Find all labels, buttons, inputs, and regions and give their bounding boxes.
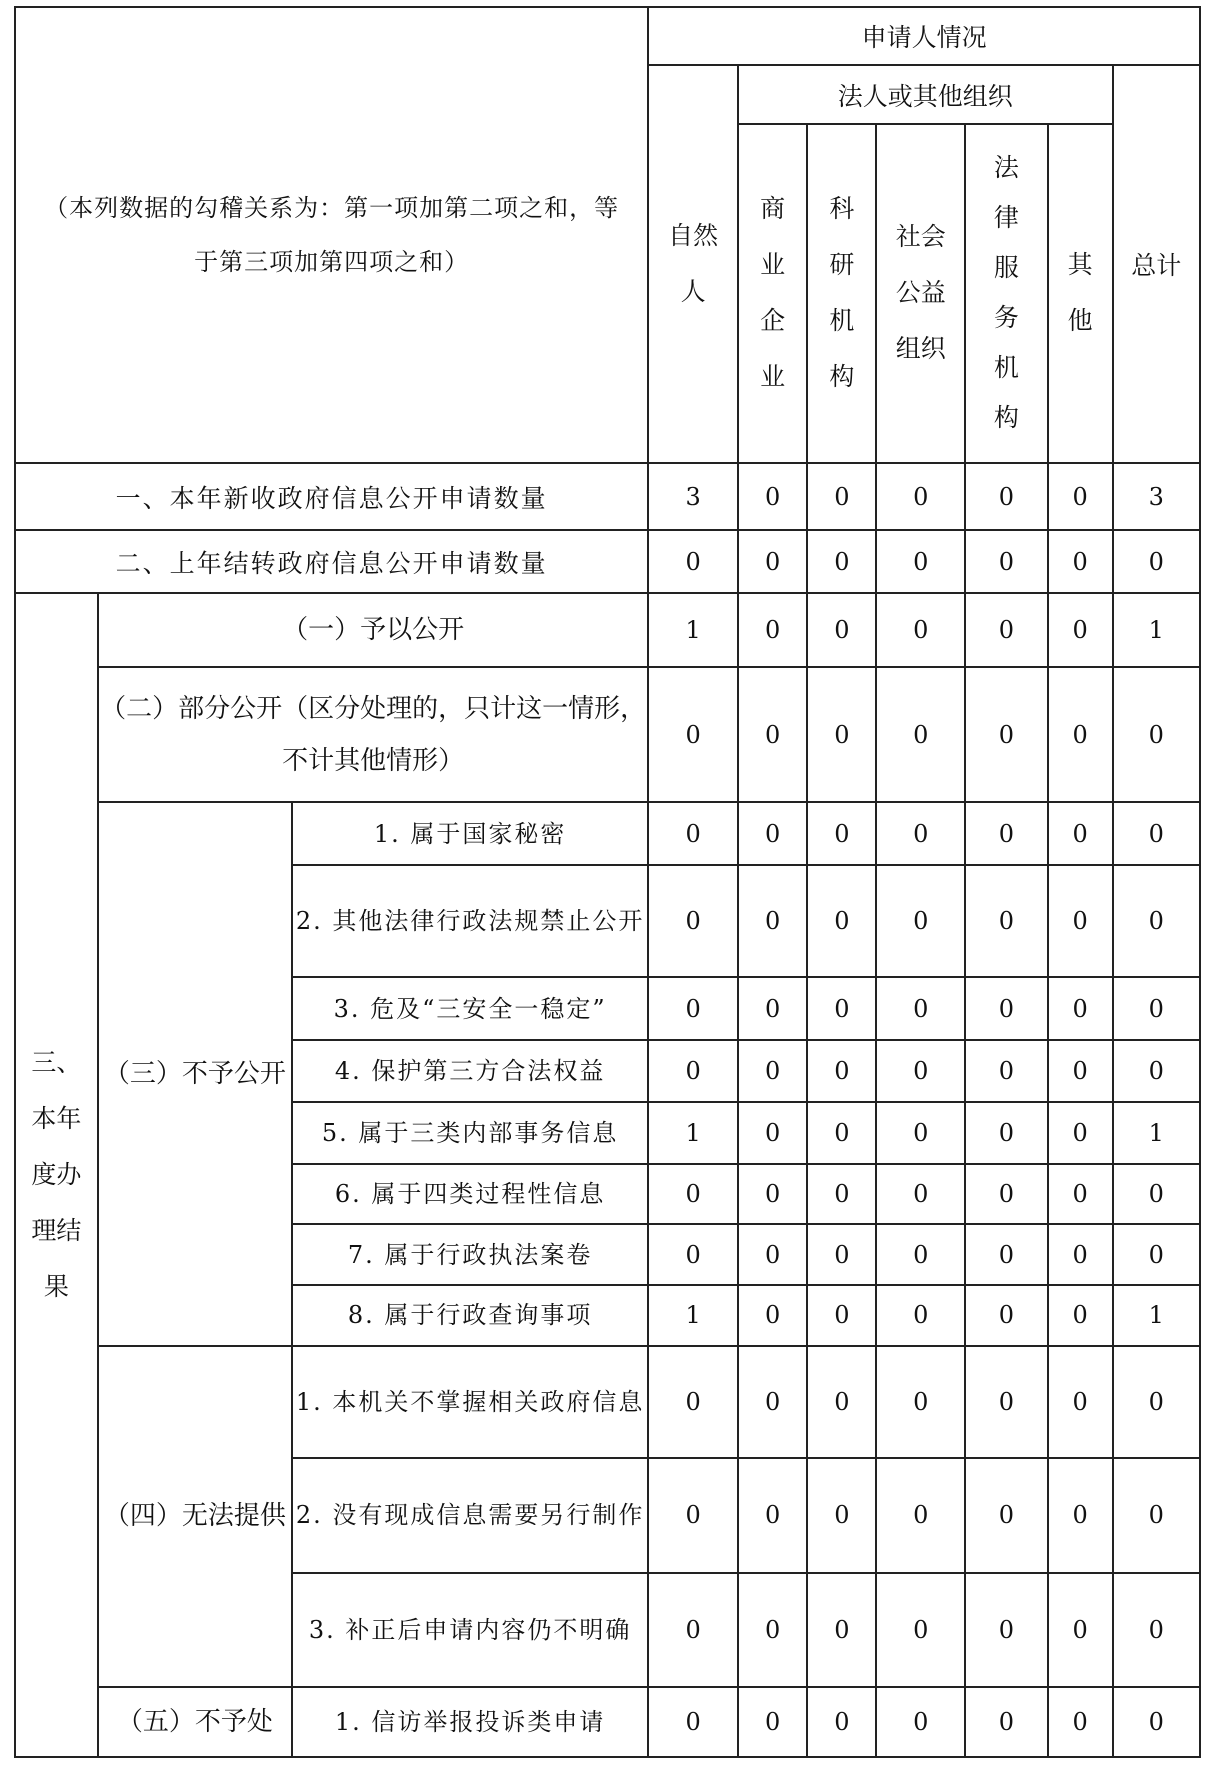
cell: 0 xyxy=(807,865,876,977)
natural-person-label: 自然人 xyxy=(668,221,719,307)
row-label-unable: （四）无法提供 xyxy=(98,1346,292,1687)
cell: 0 xyxy=(876,667,965,802)
cell: 0 xyxy=(1048,1573,1113,1688)
sub-label: 3. 危及“三安全一稳定” xyxy=(292,977,648,1040)
cell: 0 xyxy=(965,1687,1048,1757)
cell: 0 xyxy=(807,1573,876,1688)
cell: 0 xyxy=(876,1285,965,1346)
sub-label: 7. 属于行政执法案卷 xyxy=(292,1224,648,1285)
cell: 0 xyxy=(648,530,738,593)
cell: 0 xyxy=(1113,1346,1201,1458)
cell: 0 xyxy=(738,1040,807,1102)
business-header xyxy=(738,124,807,463)
gov-info-disclosure-table xyxy=(14,6,1201,1758)
cell: 0 xyxy=(738,977,807,1040)
cell: 0 xyxy=(1048,865,1113,977)
cell: 0 xyxy=(738,1224,807,1285)
cell: 0 xyxy=(876,1102,965,1164)
cell: 0 xyxy=(648,1164,738,1225)
cell: 0 xyxy=(965,1285,1048,1346)
cell: 0 xyxy=(876,1458,965,1573)
cell: 0 xyxy=(648,1573,738,1688)
cell: 0 xyxy=(648,667,738,802)
cell: 1 xyxy=(648,1285,738,1346)
cell: 0 xyxy=(1113,977,1201,1040)
table-row xyxy=(15,802,1200,865)
cell: 0 xyxy=(876,977,965,1040)
sub-label: 4. 保护第三方合法权益 xyxy=(292,1040,648,1102)
cell: 0 xyxy=(1113,667,1201,802)
cell: 0 xyxy=(1113,1040,1201,1102)
cell: 0 xyxy=(1048,1040,1113,1102)
cell: 0 xyxy=(807,667,876,802)
cell: 0 xyxy=(648,1687,738,1757)
cell: 1 xyxy=(648,593,738,667)
cell: 0 xyxy=(876,1573,965,1688)
cell: 0 xyxy=(876,1224,965,1285)
cell: 0 xyxy=(1113,1164,1201,1225)
sub-label: 5. 属于三类内部事务信息 xyxy=(292,1102,648,1164)
cell: 0 xyxy=(807,802,876,865)
cell: 0 xyxy=(876,463,965,530)
cell: 0 xyxy=(965,1164,1048,1225)
cell: 0 xyxy=(807,463,876,530)
cell: 0 xyxy=(807,1040,876,1102)
cell: 0 xyxy=(965,1224,1048,1285)
cell: 0 xyxy=(876,1346,965,1458)
row-label-not-handled: （五）不予处 xyxy=(98,1687,292,1757)
cell: 0 xyxy=(738,1285,807,1346)
cell: 0 xyxy=(648,1040,738,1102)
cell: 1 xyxy=(648,1102,738,1164)
cell: 0 xyxy=(648,1346,738,1458)
cell: 0 xyxy=(738,593,807,667)
cell: 0 xyxy=(738,1573,807,1688)
cell: 0 xyxy=(1048,1687,1113,1757)
cell: 0 xyxy=(965,1040,1048,1102)
table-row-new xyxy=(15,463,1200,530)
cell: 0 xyxy=(738,802,807,865)
cell: 0 xyxy=(965,1102,1048,1164)
cell: 0 xyxy=(1113,530,1201,593)
cell: 0 xyxy=(965,1346,1048,1458)
cell: 0 xyxy=(876,1040,965,1102)
row-label-open: （一）予以公开 xyxy=(98,593,648,667)
sub-label: 2. 其他法律行政法规禁止公开 xyxy=(292,865,648,977)
business-label: 商业企业 xyxy=(760,194,786,392)
sub-label: 3. 补正后申请内容仍不明确 xyxy=(292,1573,648,1688)
cell: 0 xyxy=(965,667,1048,802)
cell: 0 xyxy=(1048,1102,1113,1164)
cell: 0 xyxy=(1048,667,1113,802)
cell: 0 xyxy=(738,463,807,530)
table-row xyxy=(15,1687,1200,1757)
cell: 0 xyxy=(965,1458,1048,1573)
description-cell xyxy=(15,7,648,463)
row-label-partial: （二）部分公开（区分处理的，只计这一情形，不计其他情形） xyxy=(98,667,648,802)
applicant-group-header: 申请人情况 xyxy=(648,7,1200,65)
cell: 0 xyxy=(648,1458,738,1573)
cell: 0 xyxy=(648,977,738,1040)
cell: 0 xyxy=(876,530,965,593)
cell: 0 xyxy=(738,1346,807,1458)
sub-label: 6. 属于四类过程性信息 xyxy=(292,1164,648,1225)
cell: 0 xyxy=(1048,463,1113,530)
cell: 1 xyxy=(1113,1102,1201,1164)
cell: 0 xyxy=(1048,1285,1113,1346)
cell: 0 xyxy=(1048,1458,1113,1573)
cell: 0 xyxy=(1113,1687,1201,1757)
cell: 0 xyxy=(1048,977,1113,1040)
cell: 0 xyxy=(965,865,1048,977)
research-header xyxy=(807,124,876,463)
cell: 0 xyxy=(965,1573,1048,1688)
cell: 0 xyxy=(1048,530,1113,593)
row-label-carry: 二、上年结转政府信息公开申请数量 xyxy=(15,530,648,593)
other-label: 其他 xyxy=(1067,250,1093,336)
table-row-carry xyxy=(15,530,1200,593)
sub-label: 2. 没有现成信息需要另行制作 xyxy=(292,1458,648,1573)
natural-person-header xyxy=(648,65,738,463)
sub-label: 1. 信访举报投诉类申请 xyxy=(292,1687,648,1757)
cell: 0 xyxy=(1113,865,1201,977)
cell: 0 xyxy=(807,530,876,593)
cell: 1 xyxy=(1113,593,1201,667)
cell: 0 xyxy=(876,1164,965,1225)
cell: 3 xyxy=(648,463,738,530)
sub-label: 1. 本机关不掌握相关政府信息 xyxy=(292,1346,648,1458)
cell: 0 xyxy=(1113,1458,1201,1573)
cell: 0 xyxy=(807,1346,876,1458)
cell: 0 xyxy=(965,530,1048,593)
cell: 0 xyxy=(965,802,1048,865)
cell: 0 xyxy=(1113,802,1201,865)
total-header: 总计 xyxy=(1113,65,1201,463)
research-label: 科研机构 xyxy=(829,194,855,392)
cell: 0 xyxy=(876,865,965,977)
other-header xyxy=(1048,124,1113,463)
cell: 0 xyxy=(1048,1224,1113,1285)
cell: 0 xyxy=(965,593,1048,667)
section3-label-cell xyxy=(15,593,98,1757)
row-label-new: 一、本年新收政府信息公开申请数量 xyxy=(15,463,648,530)
section3-label: 三、本年度办理结果 xyxy=(31,1048,82,1302)
cell: 0 xyxy=(738,1102,807,1164)
table-row-partial xyxy=(15,667,1200,802)
cell: 0 xyxy=(807,1164,876,1225)
cell: 0 xyxy=(965,977,1048,1040)
cell: 0 xyxy=(807,1285,876,1346)
legal-service-header xyxy=(965,124,1048,463)
sub-label: 1. 属于国家秘密 xyxy=(292,802,648,865)
cell: 0 xyxy=(1048,1164,1113,1225)
cell: 0 xyxy=(807,1458,876,1573)
cell: 0 xyxy=(876,1687,965,1757)
cell: 0 xyxy=(876,593,965,667)
cell: 0 xyxy=(738,865,807,977)
cell: 0 xyxy=(807,1224,876,1285)
public-welfare-header xyxy=(876,124,965,463)
cell: 0 xyxy=(648,802,738,865)
cell: 0 xyxy=(1113,1224,1201,1285)
cell: 0 xyxy=(1048,802,1113,865)
legal-service-label: 法律服务机构 xyxy=(993,153,1019,433)
cell: 0 xyxy=(876,802,965,865)
row-label-not-open: （三）不予公开 xyxy=(98,802,292,1346)
cell: 3 xyxy=(1113,463,1201,530)
sub-label: 8. 属于行政查询事项 xyxy=(292,1285,648,1346)
cell: 0 xyxy=(738,530,807,593)
cell: 0 xyxy=(807,1687,876,1757)
public-welfare-label: 社会公益组织 xyxy=(895,222,946,364)
cell: 0 xyxy=(648,1224,738,1285)
cell: 0 xyxy=(807,593,876,667)
legal-group-header: 法人或其他组织 xyxy=(738,65,1113,123)
cell: 0 xyxy=(738,1164,807,1225)
cell: 0 xyxy=(1113,1573,1201,1688)
table-row-open xyxy=(15,593,1200,667)
table-row xyxy=(15,1346,1200,1458)
cell: 0 xyxy=(807,1102,876,1164)
cell: 0 xyxy=(1048,1346,1113,1458)
cell: 0 xyxy=(738,667,807,802)
cell: 0 xyxy=(965,463,1048,530)
cell: 0 xyxy=(648,865,738,977)
cell: 0 xyxy=(807,977,876,1040)
cell: 0 xyxy=(1048,593,1113,667)
cell: 1 xyxy=(1113,1285,1201,1346)
cell: 0 xyxy=(738,1687,807,1757)
description-text: （本列数据的勾稽关系为：第一项加第二项之和，等于第三项加第四项之和） xyxy=(44,194,620,276)
cell: 0 xyxy=(738,1458,807,1573)
